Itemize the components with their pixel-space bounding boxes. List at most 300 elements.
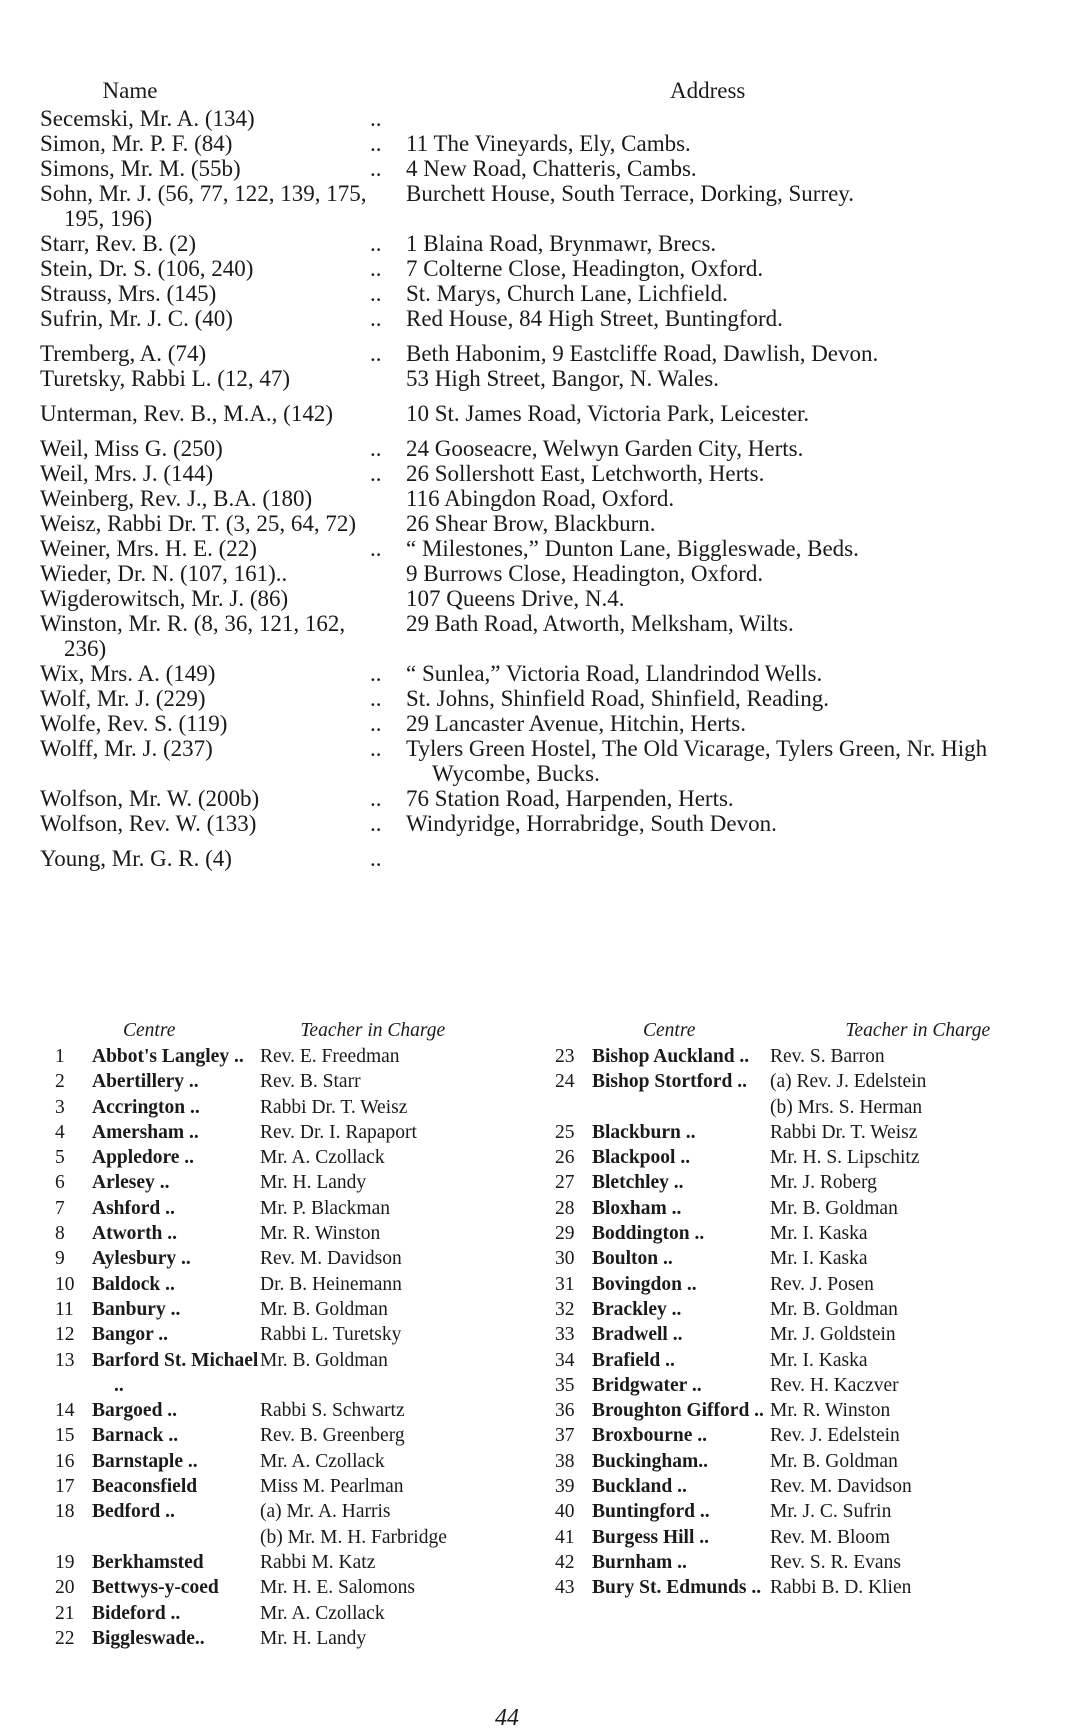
directory-entry xyxy=(40,811,1040,836)
centre-name xyxy=(92,1221,260,1246)
centre-name xyxy=(92,1196,260,1221)
entry-leader: .. xyxy=(370,131,382,156)
directory-group xyxy=(40,846,1040,871)
entry-leader xyxy=(370,181,406,231)
teacher-name: Rabbi Dr. T. Weisz xyxy=(260,1096,408,1118)
centres-list-left xyxy=(55,1044,545,1651)
centre-row xyxy=(555,1550,1045,1575)
centre-name xyxy=(92,1297,260,1322)
centre-name xyxy=(92,1525,260,1550)
centre-name-text: Barnack xyxy=(92,1425,164,1447)
entry-name: Wolf, Mr. J. (229) xyxy=(40,686,206,711)
centres-column-left xyxy=(55,1012,545,1651)
centre-name-text: Appledore xyxy=(92,1147,180,1169)
directory-entry xyxy=(40,436,1040,461)
centre-row xyxy=(555,1145,1045,1170)
entry-leader xyxy=(370,586,406,611)
centre-name-text: Bradwell xyxy=(592,1324,668,1346)
centre-leader: .. xyxy=(699,1526,710,1548)
centre-name-text: Bovingdon xyxy=(592,1273,682,1295)
centre-name xyxy=(592,1575,770,1600)
centre-name xyxy=(592,1246,770,1271)
centre-number: 1 xyxy=(55,1046,65,1067)
directory-entry xyxy=(40,281,1040,306)
teacher-heading: Teacher in Charge xyxy=(845,1020,991,1041)
centre-number: 30 xyxy=(555,1248,575,1270)
directory-entry xyxy=(40,341,1040,366)
teacher-name: Rev. H. Kaczver xyxy=(770,1374,899,1396)
entry-address: 1 Blaina Road, Brynmawr, Brecs. xyxy=(406,231,717,256)
centre-number: 13 xyxy=(55,1349,75,1371)
centre-name xyxy=(592,1474,770,1499)
centre-row xyxy=(555,1246,1045,1271)
centres-table xyxy=(55,1012,1045,1651)
centre-number: 19 xyxy=(55,1551,75,1573)
centre-name-text: Bedford xyxy=(92,1501,161,1523)
centre-name xyxy=(92,1170,260,1195)
entry-name: Stein, Dr. S. (106, 240) xyxy=(40,256,254,281)
entry-leader xyxy=(370,366,406,391)
entry-leader xyxy=(370,486,406,511)
centre-name-text: Bideford xyxy=(92,1602,166,1624)
centre-leader: .. xyxy=(671,1197,682,1219)
centre-number: 22 xyxy=(55,1627,75,1649)
centre-number: 11 xyxy=(55,1298,74,1320)
centre-name xyxy=(592,1044,770,1069)
centre-row xyxy=(55,1449,545,1474)
centre-leader: .. xyxy=(691,1374,702,1396)
centre-row xyxy=(555,1221,1045,1246)
centre-name-text: Abertillery xyxy=(92,1071,185,1093)
teacher-name: Dr. B. Heinemann xyxy=(260,1273,402,1295)
directory-list xyxy=(40,106,1040,871)
centre-row xyxy=(555,1398,1045,1423)
entry-leader xyxy=(370,401,406,426)
centre-number: 33 xyxy=(555,1324,575,1346)
centre-name-text: Burgess Hill xyxy=(592,1526,695,1548)
centre-leader: .. xyxy=(233,1046,244,1067)
centre-name xyxy=(92,1272,260,1297)
centre-leader: .. xyxy=(165,1197,175,1219)
centre-row xyxy=(55,1348,545,1399)
directory-entry xyxy=(40,686,1040,711)
entry-address: 11 The Vineyards, Ely, Cambs. xyxy=(406,131,691,156)
entry-leader: .. xyxy=(370,231,382,256)
teacher-name: Rev. B. Greenberg xyxy=(260,1425,405,1447)
teacher-name: Mr. R. Winston xyxy=(260,1223,381,1245)
centre-leader: .. xyxy=(697,1425,708,1447)
centre-row xyxy=(55,1170,545,1195)
entry-name: Sohn, Mr. J. (56, 77, 122, 139, 175, 195, 196) xyxy=(40,181,367,231)
centres-list-right xyxy=(555,1044,1045,1601)
teacher-name: Mr. A. Czollack xyxy=(260,1602,385,1624)
centre-row xyxy=(55,1398,545,1423)
centre-number: 42 xyxy=(555,1551,575,1573)
centre-number: 16 xyxy=(55,1450,75,1472)
centre-row xyxy=(55,1322,545,1347)
centre-name-text: Accrington xyxy=(92,1096,186,1118)
teacher-name: Rev. J. Edelstein xyxy=(770,1425,900,1447)
entry-address: 10 St. James Road, Victoria Park, Leicester. xyxy=(406,401,810,426)
centre-row xyxy=(55,1550,545,1575)
teacher-name: Mr. P. Blackman xyxy=(260,1197,390,1219)
centre-row xyxy=(555,1499,1045,1524)
centre-row xyxy=(55,1525,545,1550)
entry-address: 53 High Street, Bangor, N. Wales. xyxy=(406,366,720,391)
teacher-name: Rev. S. R. Evans xyxy=(770,1551,901,1573)
directory-entry xyxy=(40,156,1040,181)
entry-name: Turetsky, Rabbi L. (12, 47) xyxy=(40,366,291,391)
teacher-name: Mr. I. Kaska xyxy=(770,1248,868,1270)
centre-row xyxy=(55,1145,545,1170)
centre-leader: .. xyxy=(751,1577,762,1599)
directory-group xyxy=(40,401,1040,426)
centre-leader: .. xyxy=(167,1223,178,1245)
address-column-heading: Address xyxy=(670,78,746,103)
centre-row xyxy=(55,1221,545,1246)
entry-leader: .. xyxy=(370,341,382,366)
centre-number: 37 xyxy=(555,1425,575,1447)
centre-leader: .. xyxy=(677,1476,687,1498)
centre-row xyxy=(55,1499,545,1524)
teacher-name: Rev. M. Davidson xyxy=(770,1476,912,1498)
centre-leader: .. xyxy=(754,1400,764,1422)
centre-number: 43 xyxy=(555,1577,575,1599)
centre-name xyxy=(92,1398,260,1423)
centre-row xyxy=(55,1196,545,1221)
centre-name xyxy=(92,1246,260,1271)
centre-name xyxy=(592,1499,770,1524)
teacher-name: Mr. H. Landy xyxy=(260,1627,367,1649)
centre-row xyxy=(555,1196,1045,1221)
directory-entry xyxy=(40,256,1040,281)
centre-name xyxy=(592,1373,770,1398)
teacher-name: Mr. H. Landy xyxy=(260,1172,367,1194)
teacher-name: Mr. A. Czollack xyxy=(260,1450,385,1472)
centre-name-text: Banbury xyxy=(92,1298,166,1320)
entry-address: 116 Abingdon Road, Oxford. xyxy=(406,486,675,511)
entry-leader: .. xyxy=(370,786,382,811)
entry-address: 24 Gooseacre, Welwyn Garden City, Herts. xyxy=(406,436,804,461)
centre-name xyxy=(92,1449,260,1474)
directory-entry xyxy=(40,306,1040,331)
entry-name: Starr, Rev. B. (2) xyxy=(40,231,197,256)
centre-leader: .. xyxy=(165,1273,175,1295)
centre-name xyxy=(592,1272,770,1297)
entry-leader: .. xyxy=(370,811,382,836)
centre-row xyxy=(555,1120,1045,1145)
directory-entry xyxy=(40,561,1040,586)
entry-address: 9 Burrows Close, Headington, Oxford. xyxy=(406,561,764,586)
entry-address: St. Marys, Church Lane, Lichfield. xyxy=(406,281,728,306)
centre-number: 4 xyxy=(55,1121,65,1143)
entry-name: Weisz, Rabbi Dr. T. (3, 25, 64, 72) xyxy=(40,511,357,536)
entry-address xyxy=(406,846,1040,871)
centre-name xyxy=(592,1069,770,1094)
centre-number: 9 xyxy=(55,1248,65,1270)
centre-number: 18 xyxy=(55,1501,75,1523)
centre-row xyxy=(555,1525,1045,1550)
centre-name-text: Buckland xyxy=(592,1476,673,1498)
entry-leader: .. xyxy=(370,846,382,871)
centre-name-text: Bangor xyxy=(92,1324,154,1346)
teacher-name: Rev. E. Freedman xyxy=(260,1046,400,1067)
centre-name-text: Buckingham.. xyxy=(592,1450,708,1472)
directory-entry xyxy=(40,486,1040,511)
centre-heading: Centre xyxy=(643,1020,696,1041)
directory-entry xyxy=(40,106,1040,131)
centre-leader: .. xyxy=(158,1324,169,1346)
teacher-name: Mr. J. Goldstein xyxy=(770,1324,896,1346)
centre-name xyxy=(592,1348,770,1373)
entry-leader: .. xyxy=(370,661,382,686)
centre-name xyxy=(92,1044,260,1069)
centres-header-left xyxy=(55,1012,545,1042)
entry-leader: .. xyxy=(370,156,382,181)
entry-name: Wix, Mrs. A. (149) xyxy=(40,661,216,686)
centre-row xyxy=(555,1449,1045,1474)
teacher-name: Rabbi M. Katz xyxy=(260,1551,376,1573)
centre-name-text: Arlesey xyxy=(92,1172,155,1194)
centre-number: 26 xyxy=(555,1147,575,1169)
entry-name: Wolff, Mr. J. (237) xyxy=(40,736,213,761)
teacher-name: (b) Mr. M. H. Farbridge xyxy=(260,1526,447,1548)
centre-name-text: Bury St. Edmunds xyxy=(592,1577,747,1599)
entry-name: Wolfson, Rev. W. (133) xyxy=(40,811,257,836)
centre-leader: .. xyxy=(114,1374,124,1396)
centre-leader: .. xyxy=(671,1298,682,1320)
directory-group xyxy=(40,341,1040,391)
centre-row xyxy=(555,1373,1045,1398)
centre-name xyxy=(592,1221,770,1246)
centre-name xyxy=(592,1322,770,1347)
centre-row xyxy=(555,1272,1045,1297)
centre-number: 3 xyxy=(55,1096,65,1118)
directory xyxy=(40,70,1040,871)
centre-number: 8 xyxy=(55,1223,65,1245)
entry-address: 7 Colterne Close, Headington, Oxford. xyxy=(406,256,764,281)
entry-address: 29 Lancaster Avenue, Hitchin, Herts. xyxy=(406,711,746,736)
centre-name-text: Boddington xyxy=(592,1223,690,1245)
directory-entry xyxy=(40,661,1040,686)
centre-number: 41 xyxy=(555,1526,575,1548)
teacher-name: (a) Mr. A. Harris xyxy=(260,1501,391,1523)
centre-name-text: Broughton Gifford xyxy=(592,1400,750,1422)
directory-entry xyxy=(40,586,1040,611)
entry-address: Beth Habonim, 9 Eastcliffe Road, Dawlish, Devon. xyxy=(406,341,879,366)
centre-name xyxy=(592,1423,770,1448)
entry-name: Simons, Mr. M. (55b) xyxy=(40,156,241,181)
teacher-name: Rev. M. Bloom xyxy=(770,1526,891,1548)
centre-heading: Centre xyxy=(123,1020,176,1041)
centre-row xyxy=(555,1348,1045,1373)
entry-name: Simon, Mr. P. F. (84) xyxy=(40,131,233,156)
teacher-name: Rev. M. Davidson xyxy=(260,1248,402,1270)
centre-number: 36 xyxy=(555,1400,575,1422)
centre-leader: .. xyxy=(680,1147,691,1169)
centre-name-text: Bishop Auckland xyxy=(592,1046,735,1067)
centre-row xyxy=(555,1423,1045,1448)
entry-leader xyxy=(370,511,406,536)
entry-leader xyxy=(370,611,406,661)
entry-leader: .. xyxy=(370,256,382,281)
teacher-name: Mr. B. Goldman xyxy=(260,1349,388,1371)
entry-address: 107 Queens Drive, N.4. xyxy=(406,586,625,611)
entry-leader: .. xyxy=(370,106,382,131)
centre-row xyxy=(55,1423,545,1448)
entry-name: Weiner, Mrs. H. E. (22) xyxy=(40,536,257,561)
centre-number: 23 xyxy=(555,1046,575,1067)
entry-address: Windyridge, Horrabridge, South Devon. xyxy=(406,811,777,836)
centre-number: 25 xyxy=(555,1121,575,1143)
centre-leader: .. xyxy=(184,1147,195,1169)
directory-entry xyxy=(40,536,1040,561)
entry-leader xyxy=(370,561,406,586)
centre-row xyxy=(55,1069,545,1094)
teacher-name: Mr. H. E. Salomons xyxy=(260,1577,415,1599)
centre-name-text: Barford St. Michael xyxy=(92,1349,259,1371)
centre-number: 2 xyxy=(55,1071,65,1093)
directory-group xyxy=(40,436,1040,836)
centre-number: 7 xyxy=(55,1197,65,1219)
centre-row xyxy=(55,1297,545,1322)
entry-leader: .. xyxy=(370,281,382,306)
centre-name xyxy=(592,1196,770,1221)
centre-number: 35 xyxy=(555,1374,575,1396)
centre-row xyxy=(55,1626,545,1651)
name-column-heading: Name xyxy=(102,78,158,103)
directory-entry xyxy=(40,711,1040,736)
centre-row xyxy=(555,1069,1045,1094)
entry-name: Unterman, Rev. B., M.A., (142) xyxy=(40,401,333,426)
centre-leader: .. xyxy=(665,1349,675,1371)
centre-row xyxy=(555,1170,1045,1195)
centre-number: 39 xyxy=(555,1476,575,1498)
entry-leader: .. xyxy=(370,306,382,331)
centre-name xyxy=(92,1626,260,1651)
centre-name-text: Bishop Stortford xyxy=(592,1071,733,1093)
centre-name xyxy=(92,1499,260,1524)
centre-name-text: Aylesbury xyxy=(92,1248,177,1270)
centre-number: 6 xyxy=(55,1172,65,1194)
centre-row xyxy=(55,1272,545,1297)
centre-name-text: Bridgwater xyxy=(592,1374,687,1396)
centre-leader: .. xyxy=(685,1121,696,1143)
entry-name: Wieder, Dr. N. (107, 161).. xyxy=(40,561,288,586)
centre-row xyxy=(555,1095,1045,1120)
entry-name: Wigderowitsch, Mr. J. (86) xyxy=(40,586,289,611)
centre-name xyxy=(92,1348,260,1399)
teacher-name: Mr. B. Goldman xyxy=(770,1298,898,1320)
entry-leader: .. xyxy=(370,711,382,736)
centre-leader: .. xyxy=(677,1551,687,1573)
directory-group xyxy=(40,106,1040,331)
centre-leader: .. xyxy=(181,1248,191,1270)
centre-name xyxy=(92,1120,260,1145)
centre-name-text: Beaconsfield xyxy=(92,1476,198,1498)
centre-name xyxy=(592,1145,770,1170)
directory-entry xyxy=(40,786,1040,811)
centre-leader: .. xyxy=(672,1324,683,1346)
centre-number: 15 xyxy=(55,1425,75,1447)
centre-row xyxy=(55,1246,545,1271)
entry-address: 26 Sollershott East, Letchworth, Herts. xyxy=(406,461,765,486)
centre-leader: .. xyxy=(170,1602,181,1624)
centre-name-text: Boulton xyxy=(592,1248,659,1270)
centre-number: 12 xyxy=(55,1324,75,1346)
centre-leader: .. xyxy=(673,1172,684,1194)
teacher-name: Mr. J. Roberg xyxy=(770,1172,877,1194)
entry-address: 29 Bath Road, Atworth, Melksham, Wilts. xyxy=(406,611,794,636)
centre-row xyxy=(55,1120,545,1145)
teacher-heading: Teacher in Charge xyxy=(300,1020,446,1041)
entry-leader: .. xyxy=(370,536,382,561)
centre-name xyxy=(592,1449,770,1474)
centre-row xyxy=(55,1044,545,1069)
entry-name: Tremberg, A. (74) xyxy=(40,341,207,366)
teacher-name: Mr. H. S. Lipschitz xyxy=(770,1147,920,1169)
centre-name-text: Biggleswade.. xyxy=(92,1627,205,1649)
centre-row xyxy=(555,1297,1045,1322)
entry-name: Winston, Mr. R. (8, 36, 121, 162, 236) xyxy=(40,611,346,661)
centre-leader: .. xyxy=(686,1273,697,1295)
centre-row xyxy=(55,1601,545,1626)
centre-name xyxy=(592,1120,770,1145)
centre-row xyxy=(555,1322,1045,1347)
centre-name-text: Abbot's Langley xyxy=(92,1046,230,1067)
entry-name: Sufrin, Mr. J. C. (40) xyxy=(40,306,233,331)
entry-address: Tylers Green Hostel, The Old Vicarage, Tylers Green, Nr. High Wycombe, Bucks. xyxy=(406,736,988,786)
centre-number: 10 xyxy=(55,1273,75,1295)
teacher-name: Rev. S. Barron xyxy=(770,1046,885,1067)
teacher-name: Mr. B. Goldman xyxy=(770,1450,898,1472)
teacher-name: Mr. I. Kaska xyxy=(770,1223,868,1245)
entry-address: Burchett House, South Terrace, Dorking, Surrey. xyxy=(406,181,855,206)
teacher-name: Miss M. Pearlman xyxy=(260,1476,404,1498)
centre-name-text: Baldock xyxy=(92,1273,161,1295)
teacher-name: Rev. J. Posen xyxy=(770,1273,874,1295)
centre-name xyxy=(92,1322,260,1347)
centres-header-right xyxy=(555,1012,1045,1042)
entry-name: Weinberg, Rev. J., B.A. (180) xyxy=(40,486,313,511)
entry-leader: .. xyxy=(370,736,382,761)
centre-name xyxy=(92,1474,260,1499)
teacher-name: Mr. I. Kaska xyxy=(770,1349,868,1371)
directory-entry xyxy=(40,461,1040,486)
centre-leader: .. xyxy=(699,1501,710,1523)
centre-row xyxy=(55,1575,545,1600)
entry-address xyxy=(406,106,1040,131)
centre-name xyxy=(92,1069,260,1094)
centre-number: 5 xyxy=(55,1147,65,1169)
centre-leader: .. xyxy=(737,1071,747,1093)
entry-address: St. Johns, Shinfield Road, Shinfield, Reading. xyxy=(406,686,829,711)
teacher-name: Mr. B. Goldman xyxy=(260,1298,388,1320)
directory-entry xyxy=(40,366,1040,391)
centre-leader: .. xyxy=(190,1096,200,1118)
entry-name: Young, Mr. G. R. (4) xyxy=(40,846,232,871)
directory-entry xyxy=(40,736,1040,786)
centre-name-text: Bloxham xyxy=(592,1197,667,1219)
centre-number: 31 xyxy=(555,1273,575,1295)
entry-leader: .. xyxy=(370,686,382,711)
centre-row xyxy=(555,1575,1045,1600)
directory-entry xyxy=(40,611,1040,661)
directory-header xyxy=(40,70,1040,106)
entry-name: Secemski, Mr. A. (134) xyxy=(40,106,255,131)
centre-row xyxy=(55,1095,545,1120)
centre-row xyxy=(555,1474,1045,1499)
